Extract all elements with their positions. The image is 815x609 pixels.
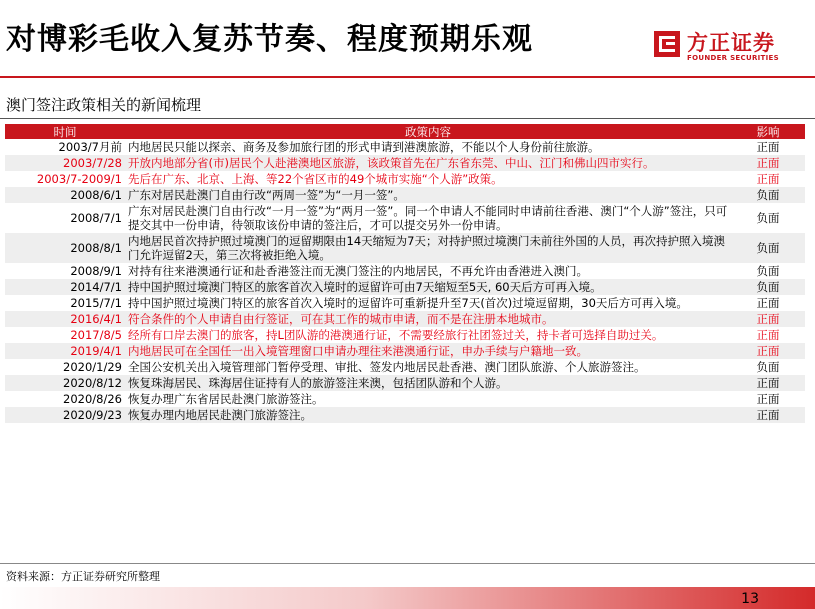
cell-content: 广东对居民赴澳门自由行改“一月一签”为“两月一签”。同一个申请人不能同时申请前往香港、澳门“个人游”签注，只可提交其中一份申请，待领取该份申请的签注后，才可以提交另外一份申请。 [125, 203, 731, 233]
cell-content: 经所有口岸去澳门的旅客，持L团队游的港澳通行证，不需要经旅行社团签过关，持卡者可选择自助过关。 [125, 327, 731, 343]
table-row [5, 295, 805, 311]
cell-impact: 正面 [731, 295, 805, 311]
cell-content: 符合条件的个人申请自由行签证，可在其工作的城市申请，而不是在注册本地城市。 [125, 311, 731, 327]
table-row [5, 139, 805, 155]
cell-impact: 正面 [731, 391, 805, 407]
logo-name: 方正证券 [687, 31, 775, 55]
cell-content: 恢复办理内地居民赴澳门旅游签注。 [125, 407, 731, 423]
cell-content: 对持有往来港澳通行证和赴香港签注而无澳门签注的内地居民，不再允许由香港进入澳门。 [125, 263, 731, 279]
cell-content: 内地居民可在全国任一出入境管理窗口申请办理往来港澳通行证，申办手续与户籍地一致。 [125, 343, 731, 359]
table-row [5, 171, 805, 187]
table-row [5, 343, 805, 359]
cell-time: 2003/7-2009/1 [5, 171, 125, 187]
cell-content: 恢复办理广东省居民赴澳门旅游签注。 [125, 391, 731, 407]
cell-time: 2008/7/1 [5, 203, 125, 233]
table-row [5, 327, 805, 343]
cell-content: 广东对居民赴澳门自由行改“两周一签”为“一月一签”。 [125, 187, 731, 203]
cell-impact: 正面 [731, 171, 805, 187]
table-row [5, 391, 805, 407]
footer-divider [0, 563, 815, 564]
policy-news-table [5, 124, 805, 423]
cell-impact: 正面 [731, 327, 805, 343]
cell-time: 2020/1/29 [5, 359, 125, 375]
cell-impact: 负面 [731, 359, 805, 375]
cell-impact: 负面 [731, 233, 805, 263]
cell-impact: 正面 [731, 155, 805, 171]
cell-content: 持中国护照过境澳门特区的旅客首次入境时的逗留许可重新提升至7天(首次)过境逗留期，30天后方可再入境。 [125, 295, 731, 311]
header-time: 时间 [5, 124, 125, 139]
cell-content: 恢复珠海居民、珠海居住证持有人的旅游签注来澳，包括团队游和个人游。 [125, 375, 731, 391]
header-impact: 影响 [731, 124, 805, 139]
header-content: 政策内容 [125, 124, 731, 139]
cell-content: 内地居民首次持护照过境澳门的逗留期限由14天缩短为7天；对持护照过境澳门未前往外国的人员，再次持护照入境澳门允许逗留2天，第三次将被拒绝入境。 [125, 233, 731, 263]
table-row [5, 311, 805, 327]
cell-impact: 正面 [731, 139, 805, 155]
page-number: 13 [741, 591, 759, 607]
cell-time: 2016/4/1 [5, 311, 125, 327]
founder-securities-logo [653, 28, 793, 68]
cell-time: 2020/8/12 [5, 375, 125, 391]
source-note: 资料来源：方正证券研究所整理 [6, 570, 160, 583]
table-header-row [5, 124, 805, 139]
table-row [5, 407, 805, 423]
table-row [5, 187, 805, 203]
cell-time: 2020/8/26 [5, 391, 125, 407]
cell-content: 内地居民只能以探亲、商务及参加旅行团的形式申请到港澳旅游，不能以个人身份前往旅游。 [125, 139, 731, 155]
cell-time: 2015/7/1 [5, 295, 125, 311]
cell-time: 2008/6/1 [5, 187, 125, 203]
cell-time: 2014/7/1 [5, 279, 125, 295]
cell-time: 2008/8/1 [5, 233, 125, 263]
cell-content: 先后在广东、北京、上海、等22个省区市的49个城市实施“个人游”政策。 [125, 171, 731, 187]
cell-time: 2008/9/1 [5, 263, 125, 279]
cell-impact: 正面 [731, 407, 805, 423]
founder-logo-icon [653, 28, 683, 58]
cell-impact: 正面 [731, 311, 805, 327]
cell-impact: 负面 [731, 203, 805, 233]
table-row [5, 233, 805, 263]
footer-gradient-bar [0, 587, 815, 609]
logo-subtitle: FOUNDER SECURITIES [687, 54, 779, 62]
table-row [5, 375, 805, 391]
cell-impact: 正面 [731, 343, 805, 359]
cell-content: 持中国护照过境澳门特区的旅客首次入境时的逗留许可由7天缩短至5天, 60天后方可再入境。 [125, 279, 731, 295]
table-row [5, 279, 805, 295]
cell-time: 2017/8/5 [5, 327, 125, 343]
cell-time: 2003/7/28 [5, 155, 125, 171]
header-divider [0, 76, 815, 78]
cell-time: 2003/7月前 [5, 139, 125, 155]
table-row [5, 359, 805, 375]
cell-impact: 负面 [731, 279, 805, 295]
cell-time: 2019/4/1 [5, 343, 125, 359]
subtitle-divider [0, 118, 815, 119]
cell-impact: 负面 [731, 187, 805, 203]
cell-impact: 负面 [731, 263, 805, 279]
cell-time: 2020/9/23 [5, 407, 125, 423]
page-title: 对博彩毛收入复苏节奏、程度预期乐观 [6, 22, 533, 57]
cell-content: 开放内地部分省(市)居民个人赴港澳地区旅游，该政策首先在广东省东莞、中山、江门和佛山四市实行。 [125, 155, 731, 171]
table-row [5, 155, 805, 171]
cell-content: 全国公安机关出入境管理部门暂停受理、审批、签发内地居民赴香港、澳门团队旅游、个人旅游签注。 [125, 359, 731, 375]
table-row [5, 203, 805, 233]
section-subtitle: 澳门签注政策相关的新闻梳理 [6, 96, 202, 114]
cell-impact: 正面 [731, 375, 805, 391]
table-row [5, 263, 805, 279]
